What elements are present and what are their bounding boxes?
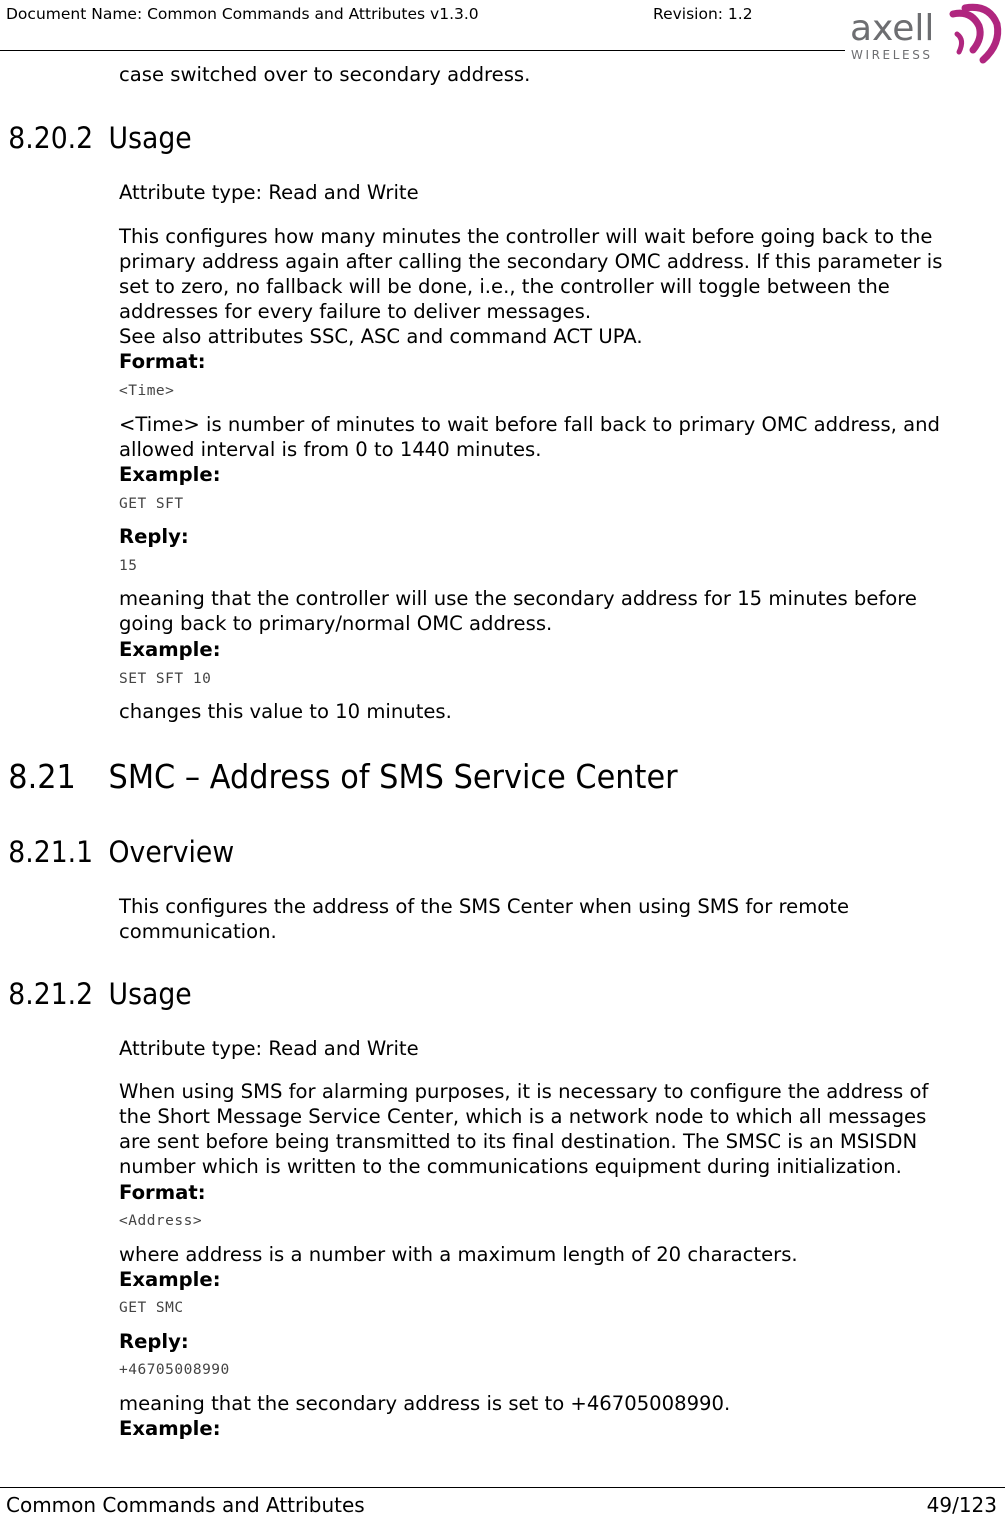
paragraph-line: number which is written to the communications equipment during initialization. [119,1155,902,1178]
reply-label: Reply: [119,1330,189,1353]
axell-wireless-logo [847,0,1005,68]
paragraph-line: where address is a number with a maximum length of 20 characters. [119,1243,798,1266]
paragraph-line: <Time> is number of minutes to wait before fall back to primary OMC address, and [119,413,940,436]
paragraph-line: This configures how many minutes the controller will wait before going back to the [119,225,933,248]
reply-label: Reply: [119,525,189,548]
footer-title: Common Commands and Attributes [6,1493,365,1517]
example-code: GET SFT [119,496,184,512]
example-label: Example: [119,463,221,486]
footer-divider [0,1487,1005,1488]
document-name: Document Name: Common Commands and Attributes v1.3.0 [6,5,479,23]
attribute-type: Attribute type: Read and Write [119,1037,419,1060]
heading-number: 8.21 [8,757,76,796]
example-label: Example: [119,1417,221,1440]
paragraph-line: set to zero, no fallback will be done, i.e., the controller will toggle between the [119,275,890,298]
header-divider [0,50,845,51]
example-label: Example: [119,1268,221,1291]
paragraph-line: changes this value to 10 minutes. [119,700,452,723]
heading-title: SMC – Address of SMS Service Center [108,757,678,796]
logo-text: axell [850,8,935,49]
paragraph-line: are sent before being transmitted to its final destination. The SMSC is an MSISDN [119,1130,918,1153]
logo-swoosh-3 [957,34,962,52]
page-header [0,0,1005,70]
paragraph-line: meaning that the secondary address is set to +46705008990. [119,1392,731,1415]
logo-subtext: WIRELESS [851,48,933,62]
format-code: <Address> [119,1213,203,1229]
intro-line: case switched over to secondary address. [119,63,531,86]
attribute-type: Attribute type: Read and Write [119,181,419,204]
paragraph-line: primary address again after calling the secondary OMC address. If this parameter is [119,250,943,273]
paragraph-line: going back to primary/normal OMC address. [119,612,553,635]
format-label: Format: [119,350,206,373]
example-code: GET SMC [119,1300,184,1316]
revision: Revision: 1.2 [653,5,753,23]
paragraph-line: allowed interval is from 0 to 1440 minutes. [119,438,542,461]
example-label: Example: [119,638,221,661]
heading-number: 8.20.2 [8,121,94,155]
paragraph-line: See also attributes SSC, ASC and command ACT UPA. [119,325,643,348]
heading-number: 8.21.2 [8,977,94,1011]
page-number: 49/123 [926,1493,997,1517]
heading-title: Overview [108,835,235,869]
paragraph-line: addresses for every failure to deliver messages. [119,300,592,323]
format-label: Format: [119,1181,206,1204]
reply-code: +46705008990 [119,1362,230,1378]
heading-title: Usage [108,121,192,155]
paragraph-line: This configures the address of the SMS Center when using SMS for remote [119,895,850,918]
format-code: <Time> [119,383,175,399]
heading-title: Usage [108,977,192,1011]
example-code: SET SFT 10 [119,671,212,687]
paragraph-line: meaning that the controller will use the secondary address for 15 minutes before [119,587,917,610]
paragraph-line: communication. [119,920,277,943]
reply-code: 15 [119,558,138,574]
heading-number: 8.21.1 [8,835,94,869]
paragraph-line: When using SMS for alarming purposes, it is necessary to configure the address of [119,1080,929,1103]
paragraph-line: the Short Message Service Center, which is a network node to which all messages [119,1105,927,1128]
